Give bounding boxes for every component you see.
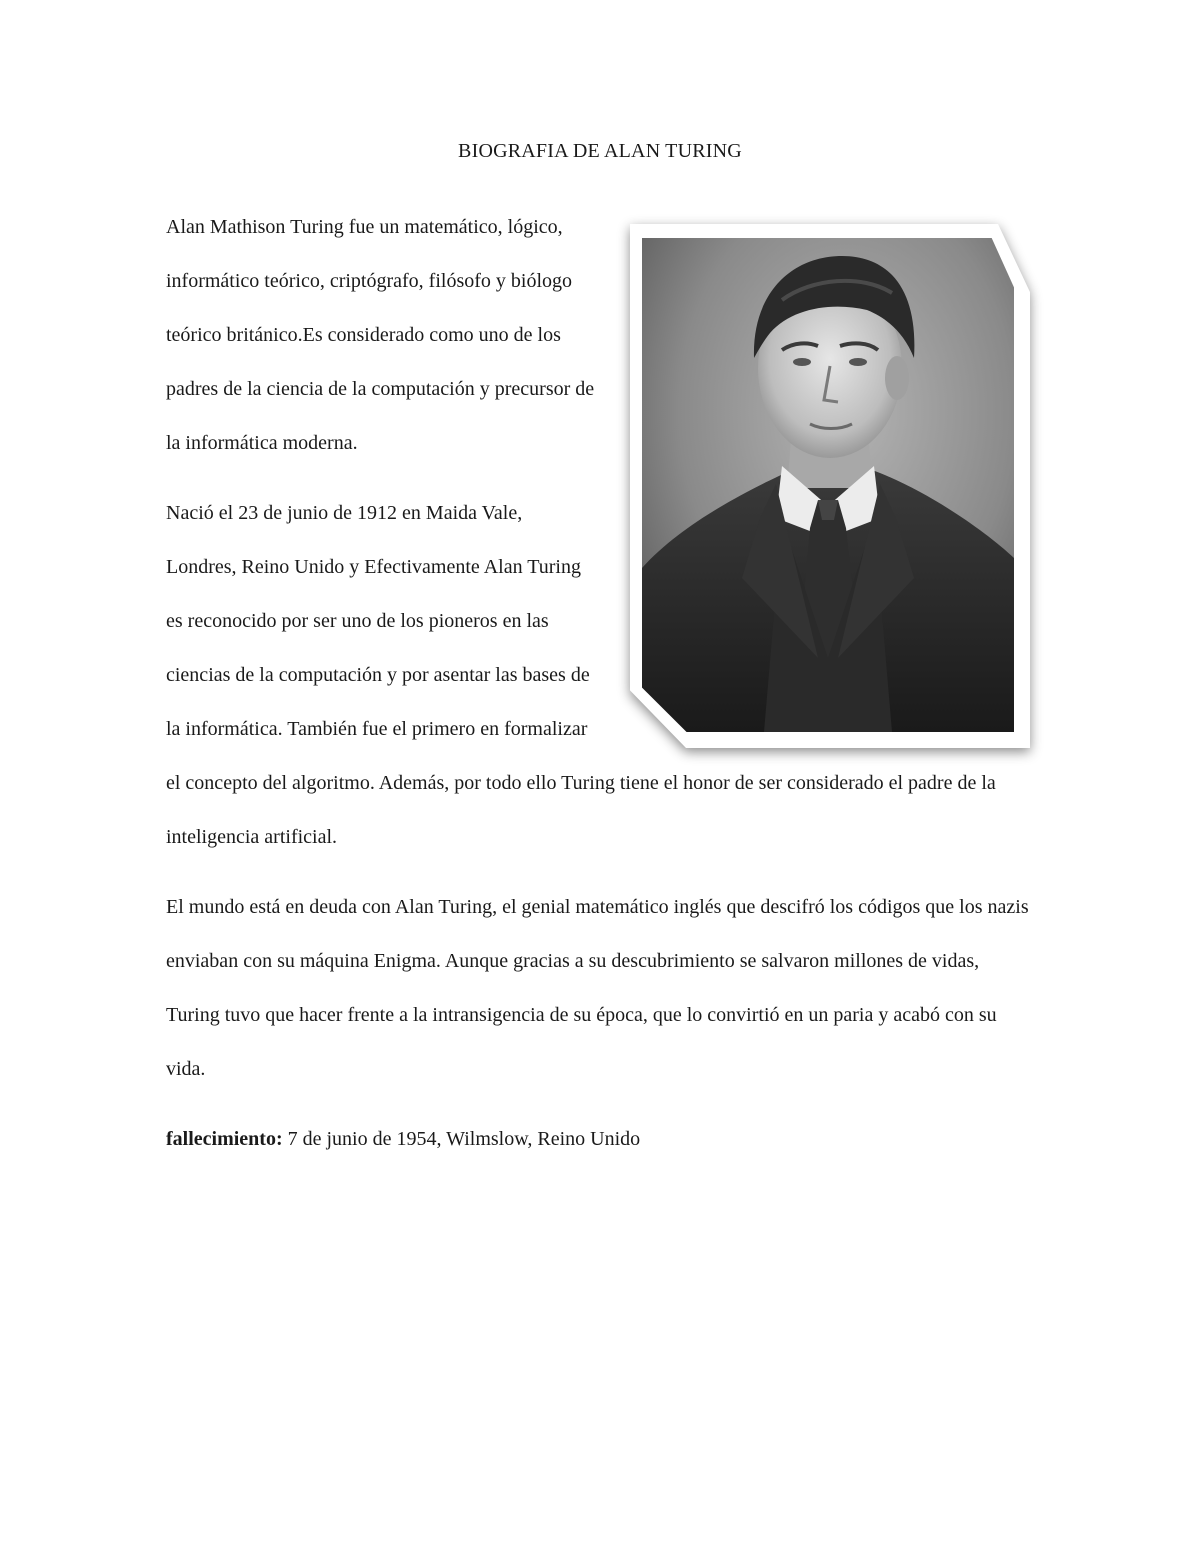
death-line [166,1112,1034,1166]
death-value: 7 de junio de 1954, Wilmslow, Reino Unido [282,1128,641,1150]
portrait-photo-frame [630,224,1034,752]
portrait-photo [642,238,1014,732]
document-body [166,200,1034,1182]
portrait-illustration [642,238,1014,732]
paragraph-birth: Nació el 23 de junio de 1912 en Maida Vale, Londres, Reino Unido y Efectivamente Alan Turing es reconocido por ser uno de los pioneros en las ciencias de la computación y por asentar las bases de la informática. También fue el primero en formalizar el concepto del algoritmo. Además, por todo ello Turing tiene el honor de ser considerado el padre de la inteligencia artificial. [166,502,996,848]
paragraph-intro: Alan Mathison Turing fue un matemático, lógico, informático teórico, criptógrafo, filósofo y biólogo teórico británico.Es considerado como uno de los padres de la ciencia de la computación y precursor de la informática moderna. [166,216,595,454]
death-label: fallecimiento: [166,1128,283,1150]
page-title: BIOGRAFIA DE ALAN TURING [458,140,742,162]
paragraph-legacy: El mundo está en deuda con Alan Turing, el genial matemático inglés que descifró los códigos que los nazis enviaban con su máquina Enigma. Aunque gracias a su descubrimiento se salvaron millones de vidas, Turing tuvo que hacer frente a la intransigencia de su época, que lo convirtió en un paria y acabó con su vida. [166,896,1029,1080]
